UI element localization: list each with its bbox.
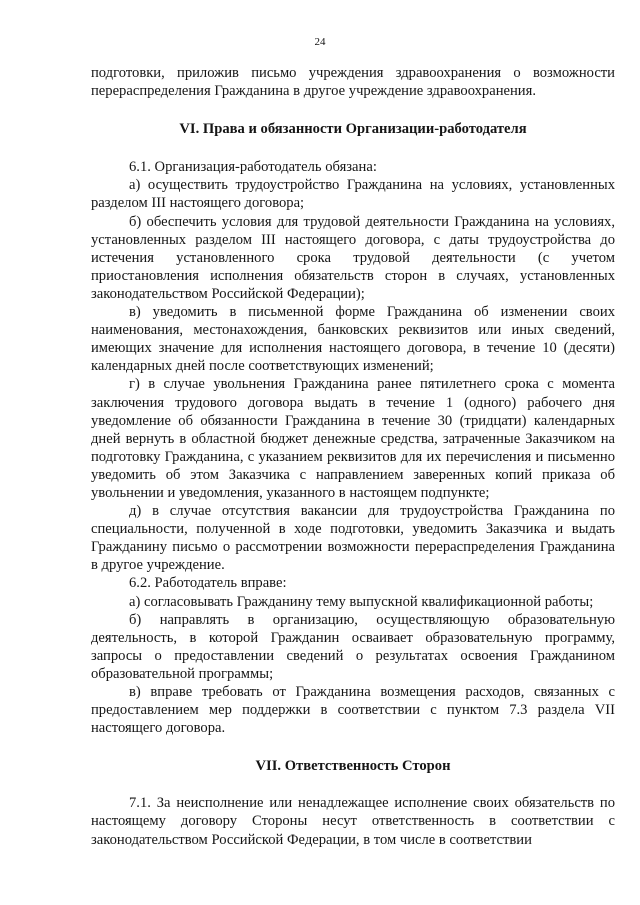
section-6-heading: VI. Права и обязанности Организации-работодателя bbox=[179, 121, 527, 138]
clause-6-2: 6.2. Работодатель вправе: bbox=[129, 575, 287, 592]
clause-6-1-v: в) уведомить в письменной форме Гражданина об изменении своих наименования, местонахождения, банковских реквизитов или иных сведений, имеющих значение для исполнения настоящего договора, в течение 10 (десяти) календарных дней после соответствующих изменений; bbox=[91, 304, 615, 375]
clause-6-2-b: б) направлять в организацию, осуществляющую образовательную деятельность, в которой Гражданин осваивает образовательную программу, запросы о предоставлении сведений о результатах освоения Гражданином образовательной программы; bbox=[91, 611, 615, 682]
clause-7-1: 7.1. За неисполнение или ненадлежащее исполнение своих обязательств по настоящему договору Стороны несут ответственность в соответствии с законодательством Российской Федерации, в том числе в соответствии bbox=[91, 795, 615, 848]
intro-paragraph: подготовки, приложив письмо учреждения здравоохранения о возможности перераспределения Гражданина в другое учреждение здравоохранения. bbox=[91, 65, 615, 100]
section-7-heading: VII. Ответственность Сторон bbox=[255, 758, 451, 775]
clause-6-1: 6.1. Организация-работодатель обязана: bbox=[129, 159, 377, 176]
clause-6-1-g: г) в случае увольнения Гражданина ранее пятилетнего срока с момента заключения трудового договора выдать в течение 1 (одного) рабочего дня уведомление об обязанности Гражданина в течение 30 (тридцати) календарных дней вернуть в областной бюджет денежные средства, затраченные Заказчиком на подготовку Гражданина, с указанием реквизитов для их перечисления и письменно уведомить об этом Заказчика с направлением заверенных копий приказа об увольнении и уведомления, указанного в настоящем подпункте; bbox=[91, 376, 615, 501]
page-number: 24 bbox=[314, 36, 326, 48]
document-body bbox=[91, 64, 615, 849]
clause-6-1-b: б) обеспечить условия для трудовой деятельности Гражданина на условиях, установленных разделом III настоящего договора, с даты трудоустройства до истечения установленного срока трудовой деятельности (с учетом приостановления исполнения обязательств сторон в случаях, установленных законодательством Российской Федерации); bbox=[91, 213, 615, 302]
clause-6-1-a: а) осуществить трудоустройство Гражданина на условиях, установленных разделом III настоящего договора; bbox=[91, 177, 615, 212]
clause-6-1-d: д) в случае отсутствия вакансии для трудоустройства Гражданина по специальности, полученной в ходе подготовки, уведомить Заказчика и выдать Гражданину письмо о рассмотрении возможности перераспределения Гражданина в другое учреждение. bbox=[91, 503, 615, 574]
clause-6-2-a: а) согласовывать Гражданину тему выпускной квалификационной работы; bbox=[129, 593, 594, 610]
clause-6-2-v: в) вправе требовать от Гражданина возмещения расходов, связанных с предоставлением мер поддержки в соответствии с пунктом 7.3 раздела VII настоящего договора. bbox=[91, 684, 615, 737]
